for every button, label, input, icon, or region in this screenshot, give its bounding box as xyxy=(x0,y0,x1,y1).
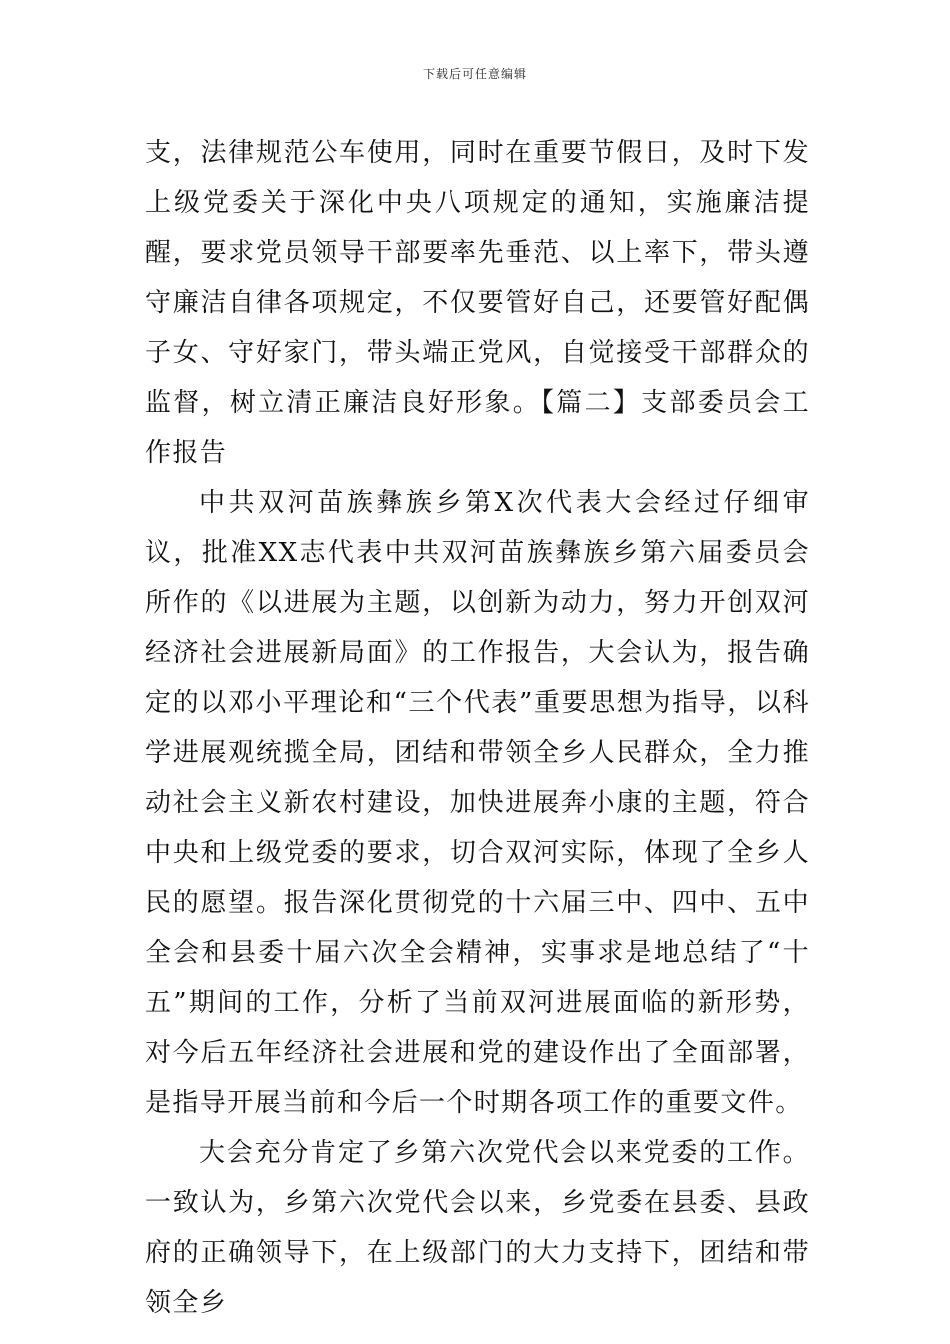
page-header-note: 下载后可任意编辑 xyxy=(422,67,527,81)
paragraph-congress-affirmation: 大会充分肯定了乡第六次党代会以来党委的工作。一致认为，乡第六次党代会以来，乡党委在县委、县政府的正确领导下，在上级部门的大力支持下，团结和带领全乡 xyxy=(145,1138,810,1318)
paragraph-congress-review: 中共双河苗族彝族乡第X次代表大会经过仔细审议，批准XX志代表中共双河苗族彝族乡第六届委员会所作的《以进展为主题，以创新为动力，努力开创双河经济社会进展新局面》的工作报告，大会认为，报告确定的以邓小平理论和“三个代表”重要思想为指导，以科学进展观统揽全局，团结和带领全乡人民群众，全力推动社会主义新农村建设，加快进展奔小康的主题，符合中央和上级党委的要求，切合双河实际，体现了全乡人民的愿望。报告深化贯彻党的十六届三中、四中、五中全会和县委十届六次全会精神，实事求是地总结了“十五”期间的工作，分析了当前双河进展面临的新形势，对今后五年经济社会进展和党的建设作出了全面部署，是指导开展当前和今后一个时期各项工作的重要文件。 xyxy=(145,488,810,1118)
document-body xyxy=(145,128,810,1328)
paragraph-continuation: 支，法律规范公车使用，同时在重要节假日，及时下发上级党委关于深化中央八项规定的通知，实施廉洁提醒，要求党员领导干部要率先垂范、以上率下，带头遵守廉洁自律各项规定，不仅要管好自己，还要管好配偶子女、守好家门，带头端正党风，自觉接受干部群众的监督，树立清正廉洁良好形象。【篇二】支部委员会工作报告 xyxy=(145,138,810,468)
